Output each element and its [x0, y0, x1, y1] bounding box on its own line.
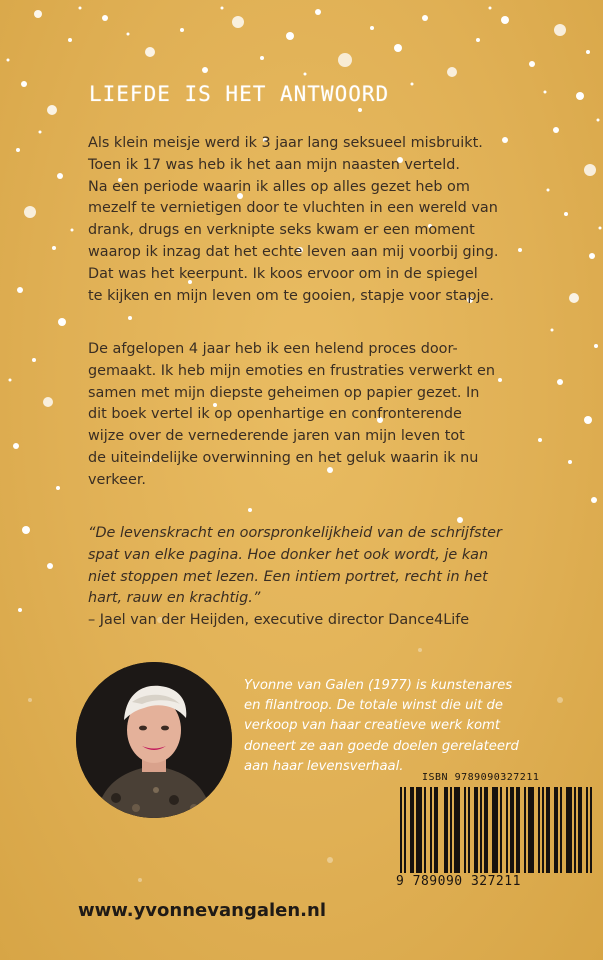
text-line: Yvonne van Galen (1977) is kunstenares	[244, 678, 513, 693]
barcode-bar	[516, 787, 518, 873]
text-line: spat van elke pagina. Hoe donker het ook wordt, je kan	[88, 546, 489, 563]
barcode-bar	[410, 787, 412, 873]
barcode-bar	[580, 787, 582, 873]
barcode-bar	[444, 787, 446, 873]
barcode-bar	[554, 787, 556, 873]
text-line: verkoop van haar creatieve werk komt	[244, 718, 501, 734]
quote-author: – Jael van der Heijden, executive director Dance4Life	[88, 612, 470, 629]
text-line: drank, drugs en verknipte seks kwam er een moment	[88, 222, 475, 239]
barcode-bar	[586, 787, 588, 873]
barcode-bar	[492, 787, 494, 873]
text-line: Toen ik 17 was heb ik het aan mijn naasten verteld.	[88, 156, 460, 173]
text-line: Na een periode waarin ik alles op alles gezet heb om	[88, 178, 470, 195]
barcode-bar	[404, 787, 406, 873]
barcode-bar	[486, 787, 488, 873]
barcode-bar	[548, 787, 550, 873]
barcode-bar	[420, 787, 422, 873]
isbn-barcode	[396, 772, 595, 894]
barcode-bar	[570, 787, 572, 873]
text-line: verkeer.	[88, 471, 146, 488]
barcode-bar	[578, 787, 580, 873]
barcode-bar	[510, 787, 512, 873]
barcode-bar	[530, 787, 532, 873]
text-line: gemaakt. Ik heb mijn emoties en frustraties verwerkt en	[88, 362, 495, 379]
barcode-bar	[456, 787, 458, 873]
text-line: Dat was het keerpunt. Ik koos ervoor om in de spiegel	[88, 265, 478, 282]
barcode-bar	[450, 787, 452, 873]
barcode-bar	[400, 787, 402, 873]
barcode-bar	[568, 787, 570, 873]
barcode-bar	[532, 787, 534, 873]
barcode-bar	[476, 787, 478, 873]
text-line: de uiteindelijke overwinning en het geluk waarin ik nu	[88, 449, 479, 466]
barcode-bar	[424, 787, 426, 873]
barcode-bar	[434, 787, 436, 873]
barcode-bar	[446, 787, 448, 873]
text-line: De afgelopen 4 jaar heb ik een helend proces door-	[88, 341, 458, 357]
barcode-bar	[524, 787, 526, 873]
review-quote	[88, 523, 593, 632]
barcode-bar	[590, 787, 592, 873]
isbn-digits: 9 789090 327211	[396, 874, 521, 889]
barcode-bar	[566, 787, 568, 873]
text-line: waarop ik inzag dat het echte leven aan mij voorbij ging.	[88, 243, 499, 260]
barcode-bar	[412, 787, 414, 873]
barcode-bar	[474, 787, 476, 873]
barcode-bars	[396, 787, 595, 873]
blurb-paragraph-2	[88, 339, 588, 492]
author-photo-image	[76, 662, 232, 818]
barcode-bar	[500, 787, 502, 873]
barcode-bar	[546, 787, 548, 873]
website-url: www.yvonnevangalen.nl	[78, 900, 326, 921]
barcode-bar	[416, 787, 418, 873]
barcode-bar	[542, 787, 544, 873]
text-line: “De levenskracht en oorspronkelijkheid van de schrijfster	[88, 525, 502, 541]
text-line: en filantroop. De totale winst die uit de	[244, 698, 503, 714]
barcode-bar	[464, 787, 466, 873]
barcode-bar	[518, 787, 520, 873]
barcode-bar	[458, 787, 460, 873]
barcode-bar	[506, 787, 508, 873]
barcode-bar	[430, 787, 432, 873]
blurb-paragraph-1	[88, 133, 588, 307]
text-line: dit boek vertel ik op openhartige en confronterende	[88, 406, 462, 423]
isbn-label: ISBN 9789090327211	[422, 772, 540, 783]
text-line: hart, rauw en krachtig.”	[88, 590, 261, 607]
text-line: wijze over de vernederende jaren van mijn leven tot	[88, 428, 465, 445]
barcode-bar	[494, 787, 496, 873]
barcode-bar	[468, 787, 470, 873]
author-portrait	[76, 662, 232, 818]
barcode-bar	[454, 787, 456, 873]
barcode-bar	[512, 787, 514, 873]
barcode-bar	[528, 787, 530, 873]
barcode-bar	[484, 787, 486, 873]
barcode-bar	[418, 787, 420, 873]
barcode-bar	[480, 787, 482, 873]
book-title: LIEFDE IS HET ANTWOORD	[89, 82, 390, 106]
barcode-bar	[556, 787, 558, 873]
barcode-bar	[560, 787, 562, 873]
barcode-bar	[538, 787, 540, 873]
text-line: mezelf te vernietigen door te vluchten in een wereld van	[88, 200, 498, 217]
text-line: te kijken en mijn leven om te gooien, stapje voor stapje.	[88, 287, 494, 304]
text-line: niet stoppen met lezen. Een intiem portret, recht in het	[88, 568, 488, 585]
text-line: samen met mijn diepste geheimen op papier gezet. In	[88, 384, 480, 401]
text-line: Als klein meisje werd ik 3 jaar lang seksueel misbruikt.	[88, 135, 483, 151]
text-line: doneert ze aan goede doelen gerelateerd	[244, 738, 519, 754]
barcode-bar	[436, 787, 438, 873]
text-line: aan haar levensverhaal.	[244, 758, 404, 774]
author-bio	[244, 676, 584, 777]
quote-text	[88, 523, 593, 610]
barcode-bar	[574, 787, 576, 873]
barcode-bar	[496, 787, 498, 873]
